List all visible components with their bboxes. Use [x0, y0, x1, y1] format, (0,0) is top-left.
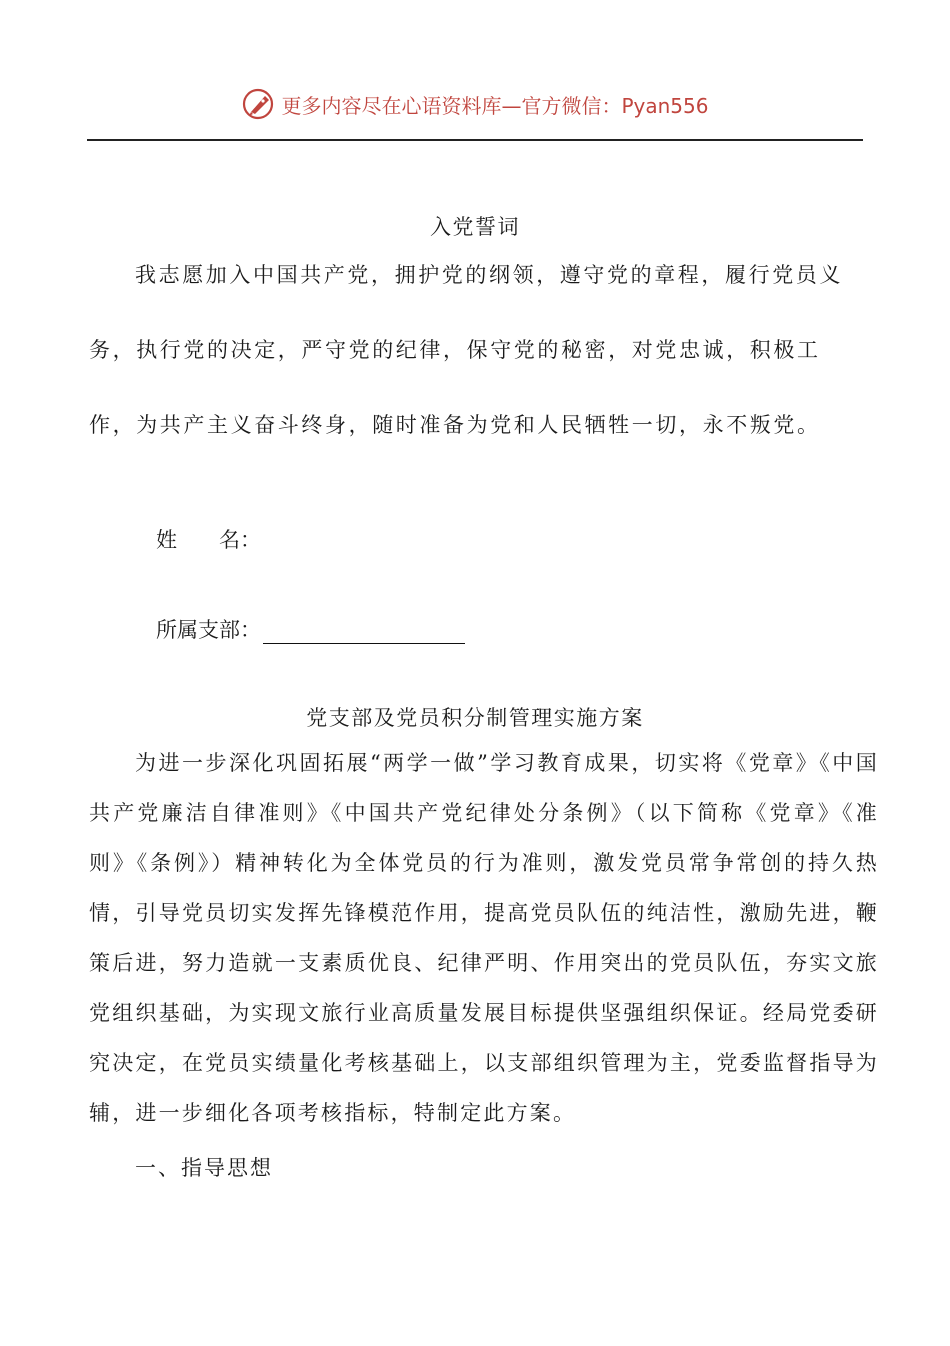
branch-label: 所属支部： [156, 618, 261, 642]
page-header [0, 84, 950, 124]
plan-title: 党支部及党员积分制管理实施方案 [306, 706, 644, 730]
plan-intro-paragraph: 为进一步深化巩固拓展“两学一做”学习教育成果，切实将《党章》《中国共产党廉洁自律准则》《中国共产党纪律处分条例》（以下简称《党章》《准则》《条例》）精神转化为全体党员的行为准则，激发党员常争常创的持久热情，引导党员切实发挥先锋模范作用，提高党员队伍的纯洁性，激励先进，鞭策后进，努力造就一支素质优良、纪律严明、作用突出的党员队伍，夯实文旅党组织基础，为实现文旅行业高质量发展目标提供坚强组织保证。经局党委研究决定，在党员实绩量化考核基础上，以支部组织管理为主，党委监督指导为辅，进一步细化各项考核指标，特制定此方案。 [89, 751, 879, 1125]
branch-blank-line [263, 621, 465, 644]
name-label: 姓 名： [156, 528, 261, 552]
oath-text: 我志愿加入中国共产党，拥护党的纲领，遵守党的章程，履行党员义务，执行党的决定，严守党的纪律，保守党的秘密，对党忠诚，积极工作，为共产主义奋斗终身，随时准备为党和人民牺牲一切，永不叛党。 [89, 263, 843, 437]
pen-nib-circle-icon [241, 86, 277, 122]
name-field [156, 524, 261, 554]
watermark-text: 更多内容尽在心语资料库—官方微信：Pyan556 [281, 93, 709, 118]
section-heading-guiding-ideology: 一、指导思想 [135, 1156, 273, 1180]
oath-title: 入党誓词 [430, 215, 520, 239]
branch-field [156, 614, 465, 644]
header-divider [87, 139, 863, 141]
